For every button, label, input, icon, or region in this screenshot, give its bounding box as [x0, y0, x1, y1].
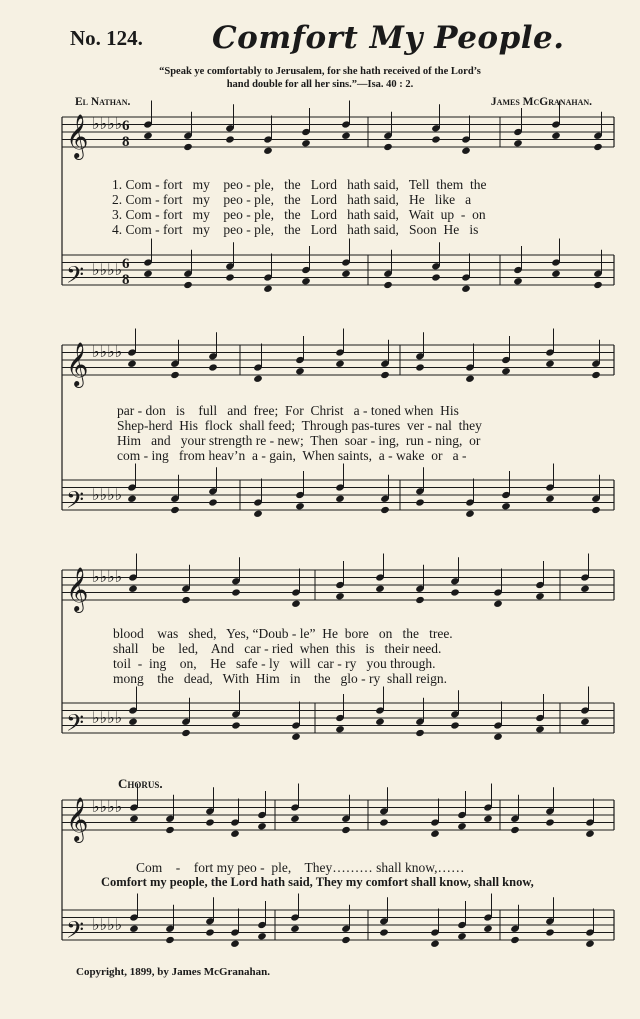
note-head: [170, 506, 180, 514]
note-head: [379, 928, 389, 936]
note-head: [253, 375, 263, 383]
note-head: [415, 596, 425, 604]
note-head: [430, 830, 440, 838]
copyright-notice: Copyright, 1899, by James McGranahan.: [76, 966, 271, 978]
key-signature-flats: ♭♭♭♭: [92, 342, 123, 361]
composer-credit: James McGranahan.: [490, 96, 592, 108]
note-head: [375, 585, 385, 593]
lyric-line: Shep-herd His flock shall feed; Through pas-tures ver - nal they: [117, 418, 482, 433]
note-head: [461, 147, 471, 155]
note-head: [341, 132, 351, 140]
note-head: [431, 135, 441, 143]
note-head: [551, 132, 561, 140]
lyric-line: Com - fort my peo - ple, They……… shall know,……: [136, 860, 465, 875]
note-head: [170, 371, 180, 379]
note-head: [231, 721, 241, 729]
note-head: [493, 733, 503, 741]
note-head: [450, 588, 460, 596]
note-head: [431, 273, 441, 281]
note-head: [183, 143, 193, 151]
note-head: [545, 818, 555, 826]
note-head: [383, 281, 393, 289]
epigraph-line-1: “Speak ye comfortably to Jerusalem, for she hath received of the Lord’s: [159, 66, 481, 77]
lyric-line: 4. Com - fort my peo - ple, the Lord hath said, Soon He is: [112, 222, 479, 237]
lyric-line: mong the dead, With Him in the glo - ry shall reign.: [113, 671, 448, 686]
hymn-number: No. 124.: [70, 26, 143, 50]
note-head: [591, 371, 601, 379]
key-signature-flats: ♭♭♭♭: [92, 114, 123, 133]
key-signature-flats: ♭♭♭♭: [92, 567, 123, 586]
note-head: [335, 725, 345, 733]
key-signature-flats: ♭♭♭♭: [92, 485, 123, 504]
note-head: [290, 815, 300, 823]
note-head: [295, 367, 305, 375]
lyric-line: Him and your strength re - new; Then soar - ing, run - ning, or: [117, 433, 481, 448]
note-head: [208, 498, 218, 506]
note-head: [301, 277, 311, 285]
note-head: [493, 600, 503, 608]
note-head: [501, 367, 511, 375]
note-head: [341, 826, 351, 834]
treble-clef-icon: 𝄞: [66, 114, 89, 158]
note-head: [580, 718, 590, 726]
note-head: [483, 815, 493, 823]
lyricist-credit: El Nathan.: [75, 96, 131, 108]
treble-clef-icon: 𝄞: [66, 342, 89, 386]
note-head: [513, 277, 523, 285]
note-head: [375, 718, 385, 726]
note-head: [253, 510, 263, 518]
note-head: [230, 830, 240, 838]
note-head: [593, 143, 603, 151]
note-head: [301, 139, 311, 147]
note-head: [225, 273, 235, 281]
note-head: [341, 936, 351, 944]
note-head: [165, 826, 175, 834]
lyric-line: par - don is full and free; For Christ a - toned when His: [117, 403, 459, 418]
note-head: [379, 818, 389, 826]
note-head: [183, 281, 193, 289]
note-head: [143, 132, 153, 140]
note-head: [208, 363, 218, 371]
note-head: [263, 285, 273, 293]
note-head: [335, 592, 345, 600]
time-signature-bottom: 8: [122, 272, 130, 288]
note-head: [165, 936, 175, 944]
note-head: [593, 281, 603, 289]
note-head: [127, 495, 137, 503]
chorus-label: Chorus.: [118, 776, 163, 791]
bass-clef-icon: 𝄢: [66, 486, 85, 519]
key-signature-flats: ♭♭♭♭: [92, 797, 123, 816]
note-head: [535, 725, 545, 733]
note-head: [290, 925, 300, 933]
key-signature-flats: ♭♭♭♭: [92, 708, 123, 727]
key-signature-flats: ♭♭♭♭: [92, 260, 123, 279]
lyric-line: blood was shed, Yes, “Doub - le” He bore on the tree.: [113, 626, 453, 641]
note-head: [128, 718, 138, 726]
note-head: [465, 510, 475, 518]
note-head: [295, 502, 305, 510]
note-head: [263, 147, 273, 155]
time-signature-top: 6: [122, 256, 130, 272]
note-head: [127, 360, 137, 368]
note-head: [143, 270, 153, 278]
note-head: [231, 588, 241, 596]
note-head: [510, 826, 520, 834]
bass-clef-icon: 𝄢: [66, 916, 85, 949]
bass-clef-icon: 𝄢: [66, 709, 85, 742]
note-head: [129, 815, 139, 823]
note-head: [510, 936, 520, 944]
note-head: [545, 495, 555, 503]
note-head: [205, 818, 215, 826]
note-head: [415, 729, 425, 737]
note-head: [545, 360, 555, 368]
lyric-line: Comfort my people, the Lord hath said, They my comfort shall know, shall know,: [101, 875, 534, 889]
treble-clef-icon: 𝄞: [66, 567, 89, 611]
note-head: [580, 585, 590, 593]
treble-clef-icon: 𝄞: [66, 797, 89, 841]
note-head: [551, 270, 561, 278]
hymn-title: Comfort My People.: [212, 20, 565, 56]
note-head: [501, 502, 511, 510]
time-signature-bottom: 8: [122, 134, 130, 150]
note-head: [465, 375, 475, 383]
time-signature-top: 6: [122, 118, 130, 134]
note-head: [129, 925, 139, 933]
lyric-line: 2. Com - fort my peo - ple, the Lord hath said, He like a: [112, 192, 472, 207]
note-head: [181, 596, 191, 604]
lyric-line: toil - ing on, He safe - ly will car - ry you through.: [113, 656, 436, 671]
note-head: [291, 600, 301, 608]
note-head: [430, 940, 440, 948]
note-head: [591, 506, 601, 514]
note-head: [585, 830, 595, 838]
note-head: [341, 270, 351, 278]
note-head: [461, 285, 471, 293]
note-head: [335, 360, 345, 368]
note-head: [535, 592, 545, 600]
note-head: [257, 822, 267, 830]
note-head: [585, 940, 595, 948]
note-head: [457, 932, 467, 940]
key-signature-flats: ♭♭♭♭: [92, 915, 123, 934]
note-head: [383, 143, 393, 151]
note-head: [380, 506, 390, 514]
note-head: [483, 925, 493, 933]
lyric-line: 3. Com - fort my peo - ple, the Lord hath said, Wait up - on: [112, 207, 486, 222]
note-head: [457, 822, 467, 830]
note-head: [230, 940, 240, 948]
note-head: [335, 495, 345, 503]
note-head: [225, 135, 235, 143]
note-head: [513, 139, 523, 147]
note-head: [450, 721, 460, 729]
note-head: [257, 932, 267, 940]
note-head: [291, 733, 301, 741]
epigraph-line-2: hand double for all her sins.”—Isa. 40 : 2.: [226, 79, 414, 90]
note-head: [415, 363, 425, 371]
note-head: [545, 928, 555, 936]
lyric-line: com - ing from heav’n a - gain, When saints, a - wake or a -: [117, 448, 467, 463]
note-head: [380, 371, 390, 379]
note-head: [415, 498, 425, 506]
bass-clef-icon: 𝄢: [66, 261, 85, 294]
lyric-line: shall be led, And car - ried when this is their need.: [113, 641, 442, 656]
note-head: [128, 585, 138, 593]
note-head: [205, 928, 215, 936]
note-head: [181, 729, 191, 737]
lyric-line: 1. Com - fort my peo - ple, the Lord hath said, Tell them the: [112, 177, 487, 192]
